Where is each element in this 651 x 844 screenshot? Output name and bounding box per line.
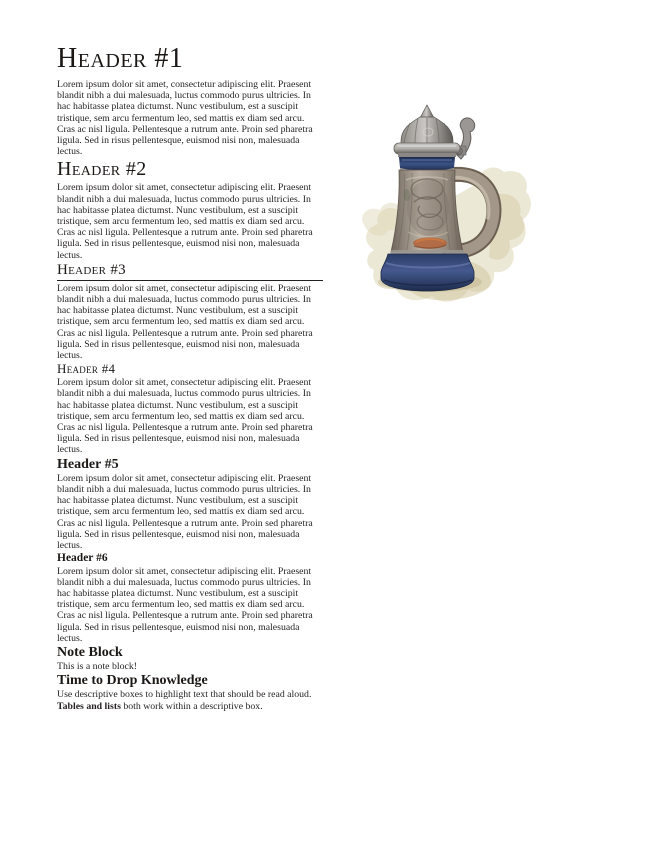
paragraph-4: Lorem ipsum dolor sit amet, consectetur adipiscing elit. Praesent blandit nibh a dui malesuada, luctus commodo purus ultricies. In hac habitasse platea dictumst. Nunc vestibulum, est a suscipit tristique, sem arcu fermentum leo, sed mattis ex diam sed arcu. Cras ac nisl ligula. Pellentesque a rutrum ante. Proin sed pharetra ligula. Sed in risus pellentesque, euismod nisi non, malesuada lectus.: [57, 377, 313, 456]
stein-lid: [394, 105, 460, 157]
header-1: Header #1: [57, 43, 184, 74]
lid-rim: [394, 143, 460, 154]
paragraph-5: Lorem ipsum dolor sit amet, consectetur adipiscing elit. Praesent blandit nibh a dui malesuada, luctus commodo purus ultricies. In hac habitasse platea dictumst. Nunc vestibulum, est a suscipit tristique, sem arcu fermentum leo, sed mattis ex diam sed arcu. Cras ac nisl ligula. Pellentesque a rutrum ante. Proin sed pharetra ligula. Sed in risus pellentesque, euismod nisi non, malesuada lectus.: [57, 472, 313, 551]
stein-body: [390, 170, 464, 255]
paragraph-3: Lorem ipsum dolor sit amet, consectetur adipiscing elit. Praesent blandit nibh a dui malesuada, luctus commodo purus ultricies. In hac habitasse platea dictumst. Nunc vestibulum, est a suscipit tristique, sem arcu fermentum leo, sed mattis ex diam sed arcu. Cras ac nisl ligula. Pellentesque a rutrum ante. Proin sed pharetra ligula. Sed in risus pellentesque, euismod nisi non, malesuada lectus.: [57, 282, 313, 362]
header-6: Header #6: [57, 552, 108, 565]
knowledge-tables-line: [57, 701, 323, 712]
paragraph-6: Lorem ipsum dolor sit amet, consectetur adipiscing elit. Praesent blandit nibh a dui malesuada, luctus commodo purus ultricies. In hac habitasse platea dictumst. Nunc vestibulum, est a suscipit tristique, sem arcu fermentum leo, sed mattis ex diam sed arcu. Cras ac nisl ligula. Pellentesque a rutrum ante. Proin sed pharetra ligula. Sed in risus pellentesque, euismod nisi non, malesuada lectus.: [57, 565, 313, 644]
note-block-title: Note Block: [57, 645, 123, 661]
header-5: Header #5: [57, 456, 119, 472]
base-band: [381, 254, 474, 291]
paragraph-1: Lorem ipsum dolor sit amet, consectetur adipiscing elit. Praesent blandit nibh a dui malesuada, luctus commodo purus ultricies. In hac habitasse platea dictumst. Nunc vestibulum, est a suscipit tristique, sem arcu fermentum leo, sed mattis ex diam sed arcu. Cras ac nisl ligula. Pellentesque a rutrum ante. Proin sed pharetra ligula. Sed in risus pellentesque, euismod nisi non, malesuada lectus.: [57, 79, 313, 158]
header-4: Header #4: [57, 361, 116, 377]
knowledge-body: Use descriptive boxes to highlight text that should be read aloud.: [57, 689, 312, 701]
stein-illustration: [344, 100, 534, 310]
lid-finial: [420, 105, 434, 118]
knowledge-bold-lead: Tables and lists: [57, 701, 121, 713]
knowledge-title: Time to Drop Knowledge: [57, 673, 208, 689]
text-column: [57, 44, 323, 714]
stein-svg: [344, 100, 534, 310]
knowledge-bold-rest: both work within a descriptive box.: [120, 701, 263, 713]
header-2: Header #2: [57, 158, 147, 181]
paragraph-2: Lorem ipsum dolor sit amet, consectetur adipiscing elit. Praesent blandit nibh a dui malesuada, luctus commodo purus ultricies. In hac habitasse platea dictumst. Nunc vestibulum, est a suscipit tristique, sem arcu fermentum leo, sed mattis ex diam sed arcu. Cras ac nisl ligula. Pellentesque a rutrum ante. Proin sed pharetra ligula. Sed in risus pellentesque, euismod nisi non, malesuada lectus.: [57, 182, 313, 261]
header-3: Header #3: [57, 262, 323, 281]
note-block-body: This is a note block!: [57, 661, 137, 673]
